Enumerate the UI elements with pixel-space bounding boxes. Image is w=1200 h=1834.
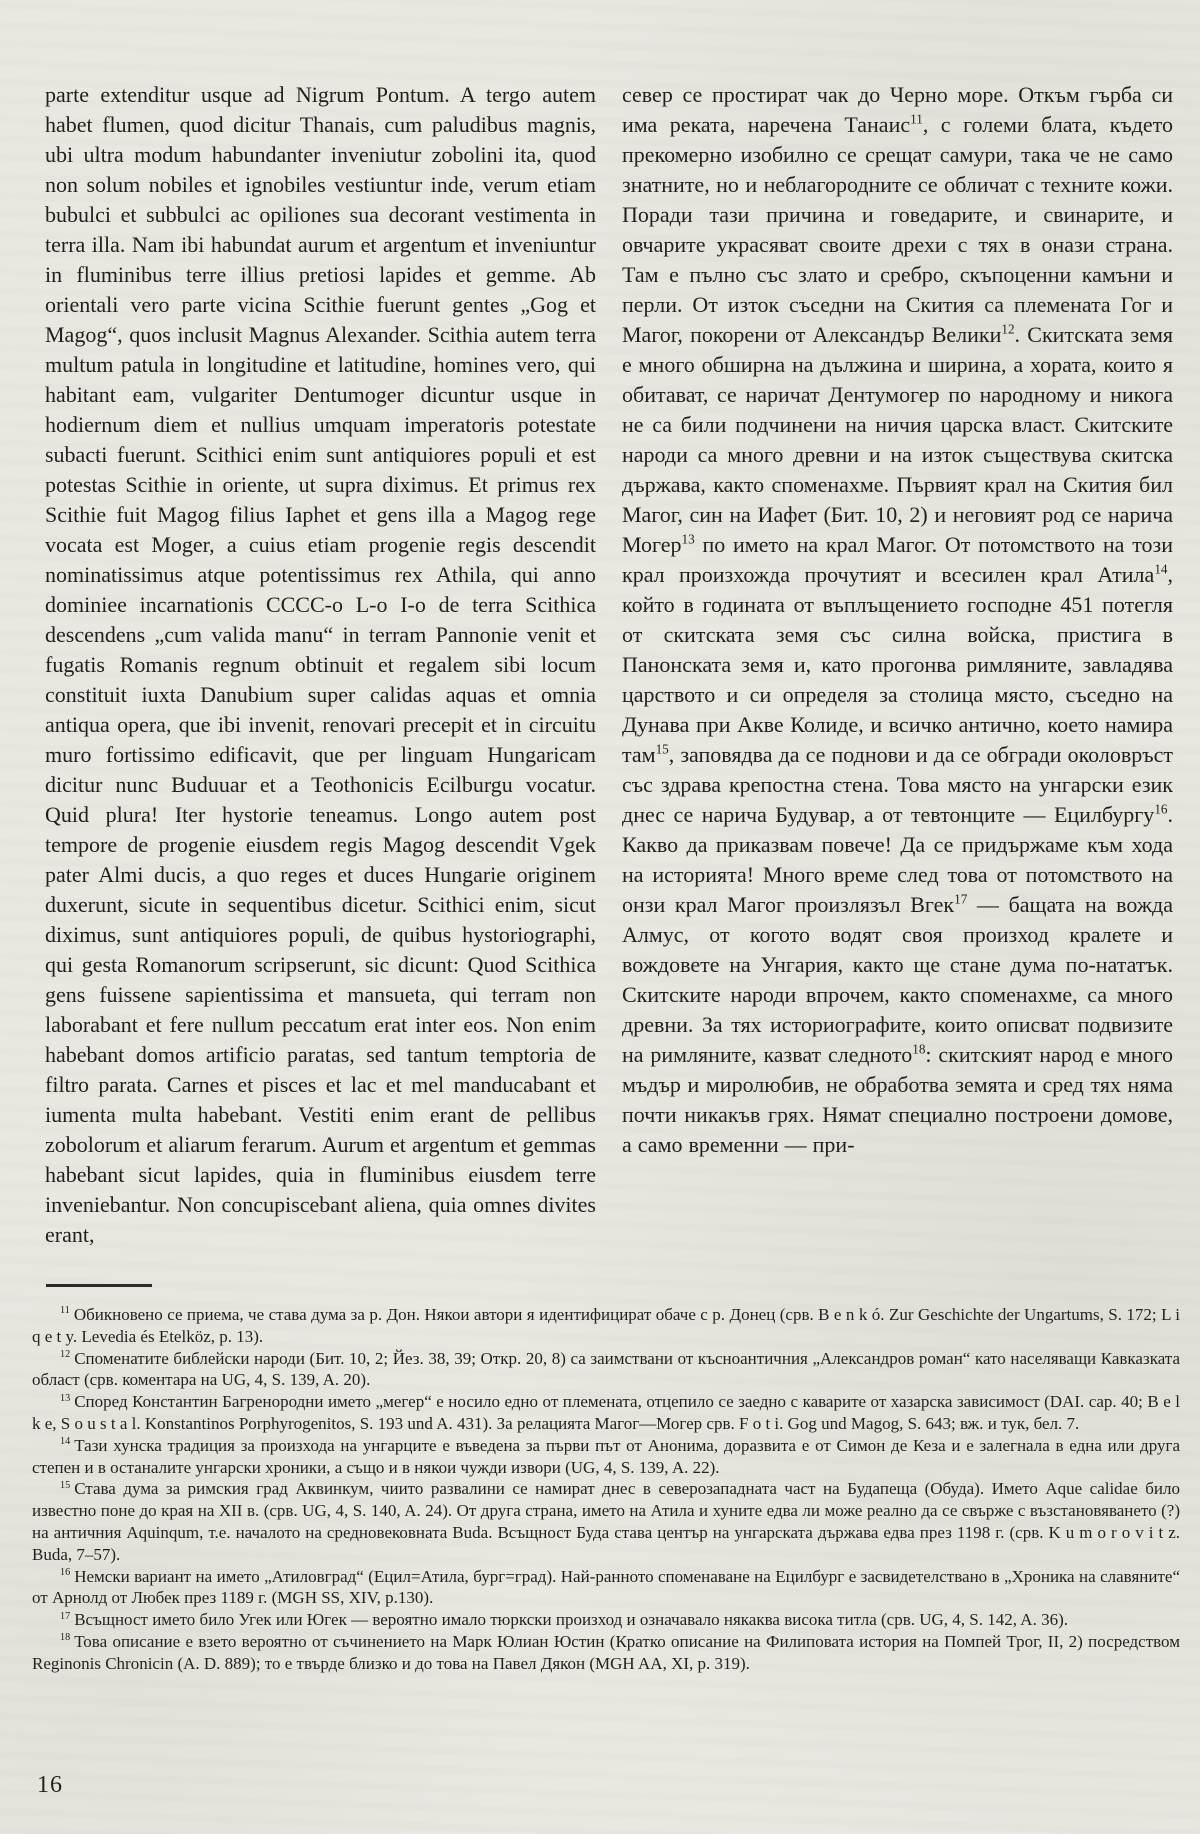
footnote-number: 17 <box>60 1610 71 1622</box>
footnote-number: 15 <box>60 1479 71 1491</box>
footnote-number: 18 <box>60 1632 71 1644</box>
footnote-text: Според Константин Багренородни името „мегер“ е носило едно от племената, отцепило се заедно с каварите от хазарска зависимост (DAI. cap. 40; B e l k e, S o u s t a l. Konstantinos Porphyrogenitos, S. 193 und A. 431). За релацията Магог—Могер срв. F o t i. Gog und Magog, S. 643; вж. и тук, бел. 7. <box>32 1392 1180 1433</box>
footnote-number: 14 <box>60 1436 71 1448</box>
footnote-text: Става дума за римския град Аквинкум, чиито развалини се намират днес в северозападната част на Будапеща (Обуда). Името Aque calidae било известно поне до края на XII в. (срв. UG, 4, S. 140, A. 24). От друга страна, името на Атила и хуните едва ли може реално да се свърже с възстановяването (?) на античния Aquinqum, т.е. началото на средновековната Buda. Всъщност Буда става център на унгарската държава едва през 1198 г. (срв. K u m o r o v i t z. Buda, 7–57). <box>32 1479 1180 1564</box>
footnotes-section <box>32 1304 1180 1675</box>
footnote-text: Обикновено се приема, че става дума за р. Дон. Някои автори я идентифицират обаче с р. Донец (срв. B e n k ó. Zur Geschichte der Ungartums, S. 172; L i q e t y. Levedia és Etelköz, p. 13). <box>32 1305 1180 1346</box>
latin-column: parte extenditur usque ad Nigrum Pontum. A tergo autem habet flumen, quod dicitur Thanais, cum paludibus magnis, ubi ultra modum habundanter inveniutur zobolini ita, quod non solum nobiles et ignobiles vestiuntur inde, verum etiam bubulci et subbulci ac opiliones sua decorant vestimenta in terra illa. Nam ibi habundat aurum et argentum et inveniuntur in fluminibus terre illius pretiosi lapides et gemme. Ab orientali vero parte vicina Scithie fuerunt gentes „Gog et Magog“, quos inclusit Magnus Alexander. Scithia autem terra multum patula in longitudine et latitudine, homines vero, qui habitant eam, vulgariter Dentumoger dicuntur usque in hodiernum diem et nullius umquam imperatoris potestate subacti fuerunt. Scithici enim sunt antiquiores populi et est potestas Scithie in oriente, ut supra diximus. Et primus rex Scithie fuit Magog filius Iaphet et gens illa a Magog rege vocata est Moger, a cuius etiam progenie regis descendit nominatissimus atque potentissimus rex Athila, qui anno dominiee incarnationis CCCC-o L-o I-o de terra Scithica descendens „cum valida manu“ in terram Pannonie venit et fugatis Romanis regnum obtinuit et regalem sibi locum constituit iuxta Danubium super calidas aquas et omnia antiqua opera, que ibi invenit, renovari precepit et in circuitu muro fortissimo edificavit, que per linguam Hungaricam dicitur nunc Buduuar et a Teothonicis Ecilburgu vocatur. Quid plura! Iter hystorie teneamus. Longo autem post tempore de progenie eiusdem regis Magog descendit Vgek pater Almi ducis, a quo reges et duces Hungarie originem duxerunt, sicute in sequentibus dicetur. Scithici enim, sicut diximus, sunt antiquiores populi, de quibus hystoriographi, qui gesta Romanorum scripserunt, sic dicunt: Quod Scithica gens fuissene sapientissima et mansueta, qui terram non laborabant et fere nullum peccatum erat inter eos. Non enim habebant domos artificio paratas, sed tantum temptoria de filtro parata. Carnes et pisces et lac et mel manducabant et iumenta multa habebant. Vestiti enim erant de pellibus zobolorum et aliarum ferarum. Aurum et argentum et gemmas habebant sicut lapides, quia in fluminibus eiusdem terre inveniebantur. Non concupiscebant aliena, quia omnes divites erant, <box>45 82 596 1247</box>
main-text-columns <box>45 80 1173 1250</box>
footnote-16 <box>32 1566 1180 1610</box>
page-number: 16 <box>37 1772 63 1798</box>
footnote-12 <box>32 1348 1180 1392</box>
footnote-13 <box>32 1391 1180 1435</box>
footnote-text: Немски вариант на името „Атиловград“ (Ецил=Атила, бург=град). Най-ранното споменаване на Ецилбург е засвидетелствано в „Хроника на славяните“ от Арнолд от Любек през 1189 г. (MGH SS, XIV, p.130). <box>32 1566 1180 1608</box>
footnote-text: Всъщност името било Угек или Югек — вероятно имало тюркски произход и означавало някаква висока титла (срв. UG, 4, S. 142, A. 36). <box>74 1610 1068 1630</box>
footnote-15 <box>32 1478 1180 1565</box>
footnote-number: 13 <box>60 1392 71 1404</box>
footnote-11 <box>32 1304 1180 1348</box>
footnote-18 <box>32 1631 1180 1675</box>
bulgarian-column: север се простират чак до Черно море. Откъм гърба си има реката, наречена Танаис$^{11}$, с големи блата, където прекомерно изобилно се срещат самури, така че не само знатните, но и неблагородните се обличат с техните кожи. Поради тази причина и говедарите, и свинарите, и овчарите украсяват своите дрехи с тях в онази страна. Там е пълно със злато и сребро, скъпоценни камъни и перли. От изток съседни на Скития са племената Гог и Магог, покорени от Александър Велики$^{12}$. Скитската земя е много обширна на дължина и ширина, а хората, които я обитават, се наричат Дентумогер по народному и никога не са били подчинени на ничия царска власт. Скитските народи са много древни и на изток съществува скитска държава, както споменахме. Първият крал на Скития бил Магог, син на Иафет (Бит. 10, 2) и неговият род се нарича Могер$^{13}$ по името на крал Магог. От потомството на този крал произхожда прочутият и всесилен крал Атила$^{14}$, който в годината от въплъщението господне 451 потегля от скитската земя със силна войска, пристига в Панонската земя и, като прогонва римляните, завладява царството и си определя за столица място, съседно на Дунава при Акве Колиде, и всичко антично, което намира там$^{15}$, заповядва да се поднови и да се обгради околовръст със здрава крепостна стена. Това място на унгарски език днес се нарича Будувар, а от тевтонците — Ецилбургу$^{16}$. Какво да приказвам повече! Да се придържаме към хода на историята! Много време след това от потомството на онзи крал Магог произлязъл Вгек$^{17}$ — бащата на вожда Алмус, от когото водят своя произход кралете и вождовете на Унгария, както ще стане дума по-нататък. Скитските народи впрочем, както споменахме, са много древни. За тях историографите, които описват подвизите на римляните, казват следното$^{18}$: скитският народ е много мъдър и миролюбив, не обработва земята и сред тях няма почти никакъв грях. Нямат специално построени домове, а само временни — при- <box>622 82 1174 1157</box>
footnote-separator <box>46 1284 152 1287</box>
footnote-text: Това описание е взето вероятно от съчинението на Марк Юлиан Юстин (Кратко описание на Филиповата история на Помпей Трог, II, 2) посредством Reginonis Chronicin (A. D. 889); то е твърде близко и до това на Павел Дякон (MGH AA, XI, p. 319). <box>32 1631 1180 1673</box>
footnote-14 <box>32 1435 1180 1479</box>
footnote-number: 12 <box>60 1348 71 1360</box>
footnote-text: Тази хунска традиция за произхода на унгарците е въведена за първи път от Анонима, доразвита е от Симон де Кеза и е залегнала в една или друга степен и в останалите унгарски хроники, а също и в някои чужди извори (UG, 4, S. 139, A. 22). <box>32 1435 1180 1477</box>
footnote-number: 16 <box>60 1566 71 1578</box>
footnote-text: Споменатите библейски народи (Бит. 10, 2; Йез. 38, 39; Откр. 20, 8) са заимствани от късноантичния „Александров роман“ като населяващи Кавказката област (срв. коментара на UG, 4, S. 139, A. 20). <box>32 1348 1180 1390</box>
footnote-number: 11 <box>60 1305 70 1317</box>
footnote-17 <box>32 1609 1180 1631</box>
